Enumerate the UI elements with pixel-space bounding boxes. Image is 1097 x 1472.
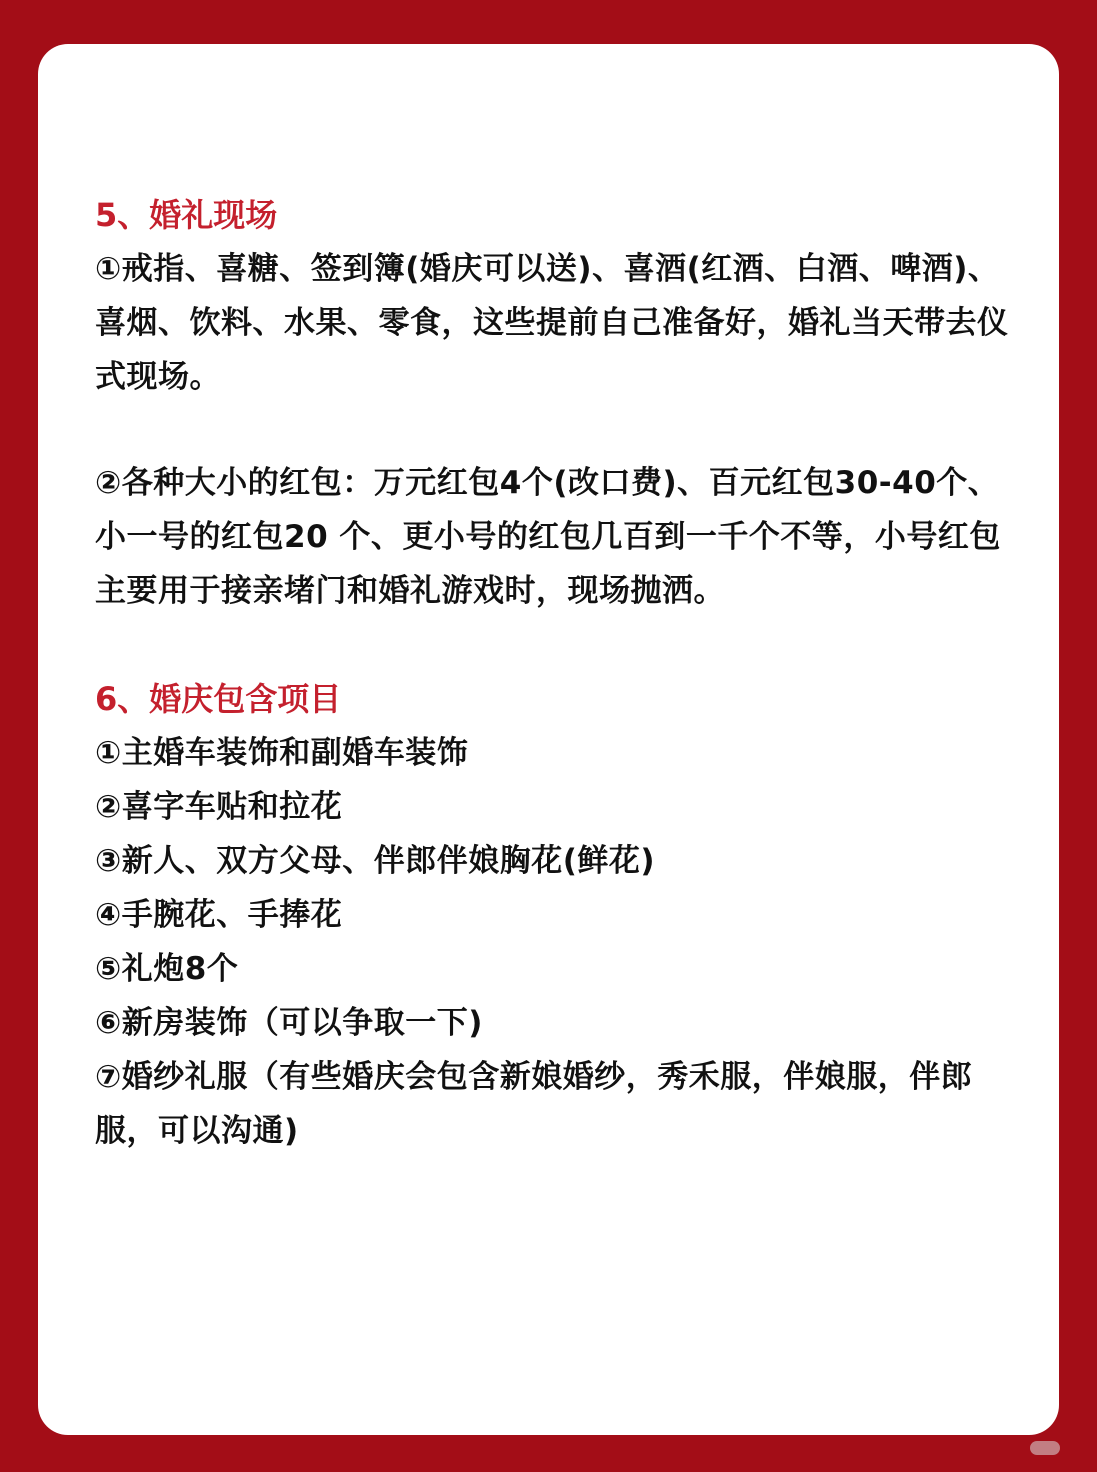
watermark-badge bbox=[1030, 1441, 1060, 1455]
list-item: ⑦婚纱礼服（有些婚庆会包含新娘婚纱，秀禾服，伴娘服，伴郎服，可以沟通) bbox=[95, 1059, 973, 1149]
section-5-para-2: ②各种大小的红包：万元红包4个(改口费)、百元红包30-40个、小一号的红包20 个、更小号的红包几百到一千个不等，小号红包主要用于接亲堵门和婚礼游戏时，现场抛洒。 bbox=[95, 465, 1001, 609]
list-item: ⑤礼炮8个 bbox=[95, 951, 239, 987]
document-content bbox=[95, 188, 1015, 1158]
section-6-list bbox=[95, 726, 1015, 1158]
list-item: ③新人、双方父母、伴郎伴娘胸花(鲜花) bbox=[95, 843, 656, 879]
list-item: ④手腕花、手捧花 bbox=[95, 897, 343, 933]
list-item: ⑥新房装饰（可以争取一下) bbox=[95, 1005, 483, 1041]
list-item: ①主婚车装饰和副婚车装饰 bbox=[95, 735, 469, 771]
spacer bbox=[95, 618, 1015, 672]
spacer bbox=[95, 404, 1015, 456]
section-6-title: 6、婚庆包含项目 bbox=[95, 680, 342, 718]
list-item: ②喜字车贴和拉花 bbox=[95, 789, 343, 825]
section-5-title: 5、婚礼现场 bbox=[95, 196, 278, 234]
section-5-para-1: ①戒指、喜糖、签到簿(婚庆可以送)、喜酒(红酒、白酒、啤酒)、喜烟、饮料、水果、零食，这些提前自己准备好，婚礼当天带去仪式现场。 bbox=[95, 251, 1009, 395]
